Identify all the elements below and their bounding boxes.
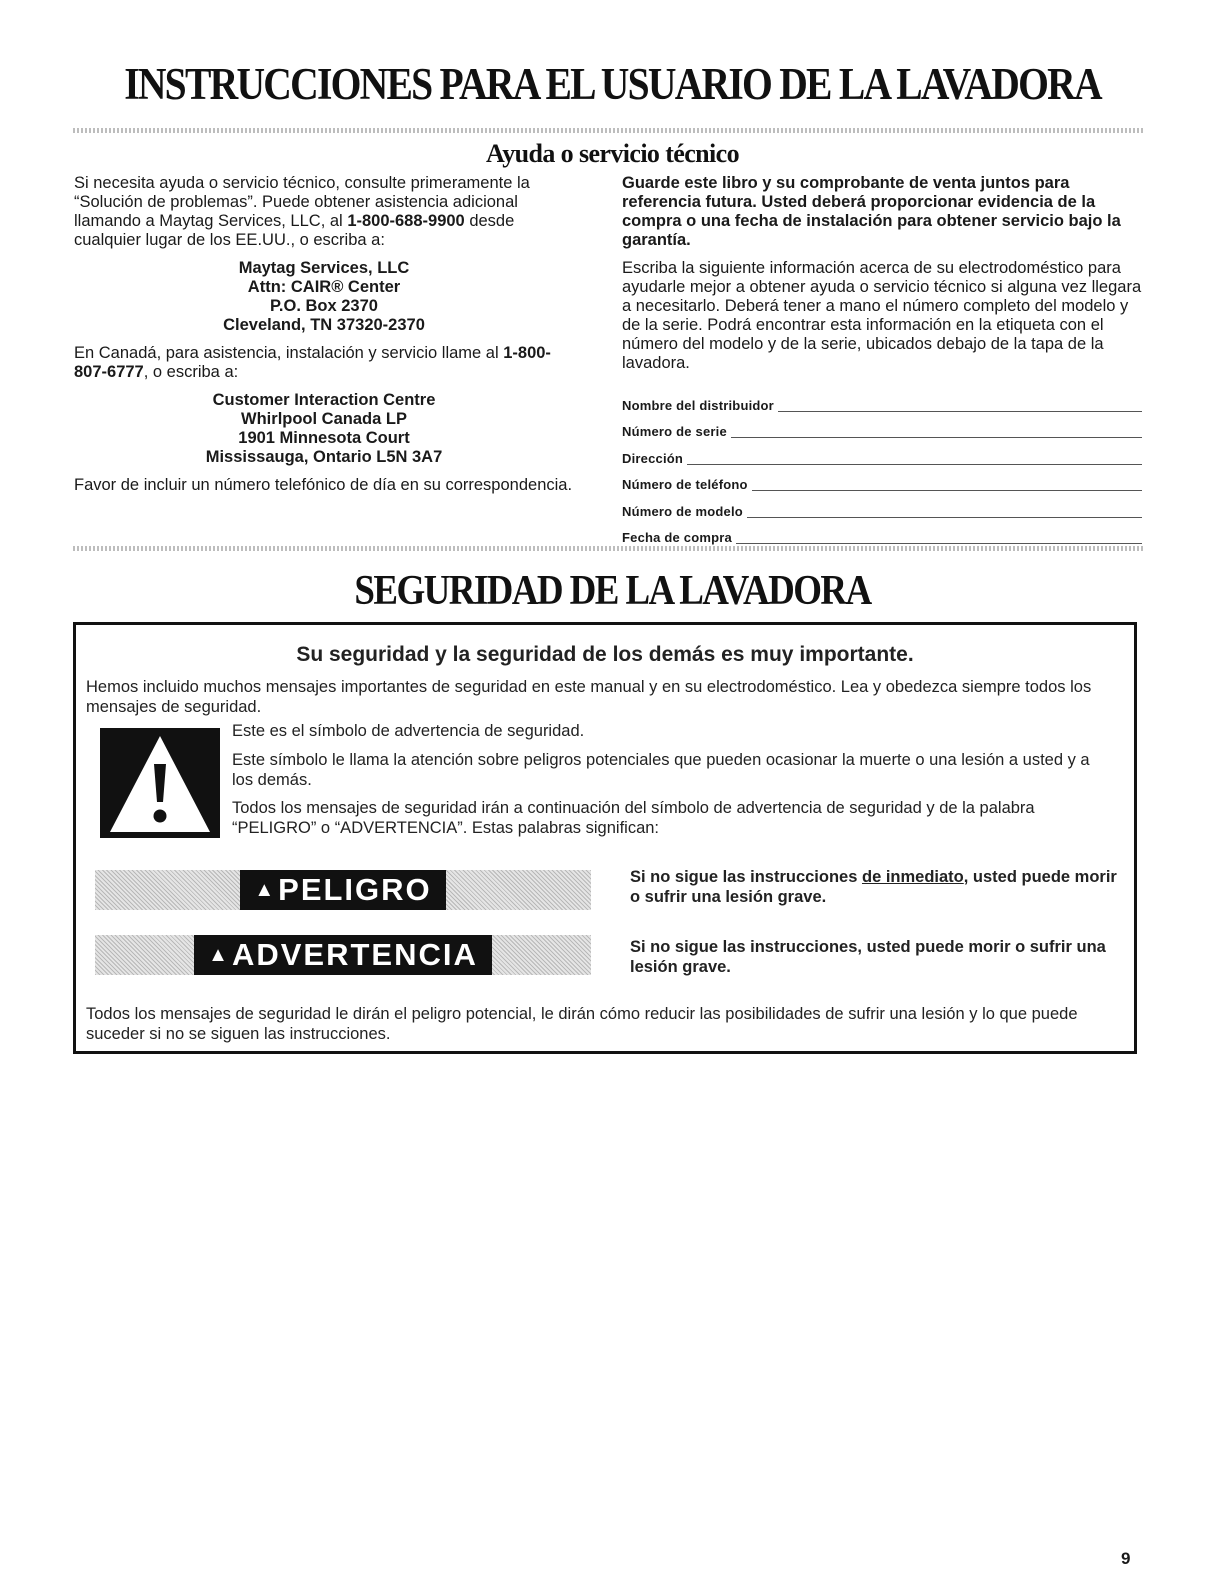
model-number-field[interactable]: Número de modelo <box>622 494 1142 521</box>
help-left-column <box>74 174 574 504</box>
page-number: 9 <box>1121 1549 1131 1568</box>
warning-triangle-icon <box>100 728 220 838</box>
us-phone: 1-800-688-9900 <box>347 212 465 230</box>
purchase-date-field[interactable]: Fecha de compra <box>622 521 1142 548</box>
canada-address: Customer Interaction Centre Whirlpool Canada LP 1901 Minnesota Court Mississauga, Ontario L5N 3A7 <box>205 391 443 466</box>
safety-box <box>73 622 1137 1054</box>
danger-alert-icon: ▲ <box>254 878 277 901</box>
warning-description: Si no sigue las instrucciones, usted puede morir o sufrir una lesión grave. <box>630 938 1106 976</box>
record-info-paragraph: Escriba la siguiente información acerca de su electrodoméstico para ayudarle mejor a obtener ayuda o servicio técnico si alguna vez llegara a necesitarlo. Deberá tener a mano el número completo del modelo y de la serie. Podrá encontrar esta información en la etiqueta con el número del modelo y de la serie, ubicados debajo de la tapa de la lavadora. <box>622 259 1142 372</box>
us-help-paragraph: Si necesita ayuda o servicio técnico, consulte primeramente la “Solución de problemas”. Puede obtener asistencia adicional llamando a Maytag Services, LLC, al 1-800-688-9900 desde cualquier lugar de los EE.UU., o escriba a: <box>74 174 530 249</box>
symbol-description-3: Todos los mensajes de seguridad irán a continuación del símbolo de advertencia de seguridad y de la palabra “PELIGRO” o “ADVERTENCIA”. Estas palabras significan: <box>232 799 1035 837</box>
danger-description: Si no sigue las instrucciones de inmediato, usted puede morir o sufrir una lesión grave. <box>630 868 1117 906</box>
symbol-description-2: Este símbolo le llama la atención sobre peligros potenciales que pueden ocasionar la muerte o una lesión a usted y a los demás. <box>232 751 1090 789</box>
help-right-column <box>622 174 1142 547</box>
serial-number-field[interactable]: Número de serie <box>622 415 1142 442</box>
warning-alert-icon: ▲ <box>208 943 230 966</box>
safety-title: SEGURIDAD DE LA LAVADORA <box>354 568 871 614</box>
symbol-description-1: Este es el símbolo de advertencia de seguridad. <box>232 722 585 740</box>
warning-banner <box>95 935 591 975</box>
dealer-name-field[interactable]: Nombre del distribuidor <box>622 388 1142 415</box>
help-section-title: Ayuda o servicio técnico <box>485 139 739 168</box>
address-field[interactable]: Dirección <box>622 441 1142 468</box>
owner-record-form <box>622 388 1142 547</box>
safety-heading: Su seguridad y la seguridad de los demás es muy importante. <box>296 643 914 666</box>
warning-word: ADVERTENCIA <box>231 937 478 972</box>
keep-receipt-note: Guarde este libro y su comprobante de venta juntos para referencia futura. Usted deberá proporcionar evidencia de la compra o una fecha de instalación para obtener servicio bajo la garantía. <box>622 174 1121 249</box>
phone-number-field[interactable]: Número de teléfono <box>622 468 1142 495</box>
safety-closing: Todos los mensajes de seguridad le dirán el peligro potencial, le dirán cómo reducir las posibilidades de sufrir una lesión y lo que puede suceder si no se siguen las instrucciones. <box>86 1005 1078 1043</box>
page-title: INSTRUCCIONES PARA EL USUARIO DE LA LAVADORA <box>124 59 1101 109</box>
daytime-phone-note: Favor de incluir un número telefónico de día en su correspondencia. <box>74 476 573 494</box>
canada-help-paragraph: En Canadá, para asistencia, instalación y servicio llame al 1-800-807-6777, o escriba a: <box>74 344 551 381</box>
us-address: Maytag Services, LLC Attn: CAIR® Center P.O. Box 2370 Cleveland, TN 37320-2370 <box>223 259 425 334</box>
safety-intro: Hemos incluido muchos mensajes importantes de seguridad en este manual y en su electrodoméstico. Lea y obedezca siempre todos los mensajes de seguridad. <box>86 678 1092 716</box>
canada-phone: 1-800-807-6777 <box>74 344 551 381</box>
middle-divider <box>73 546 1144 551</box>
danger-banner <box>95 870 591 910</box>
danger-word: PELIGRO <box>278 872 432 907</box>
top-divider <box>73 128 1144 133</box>
